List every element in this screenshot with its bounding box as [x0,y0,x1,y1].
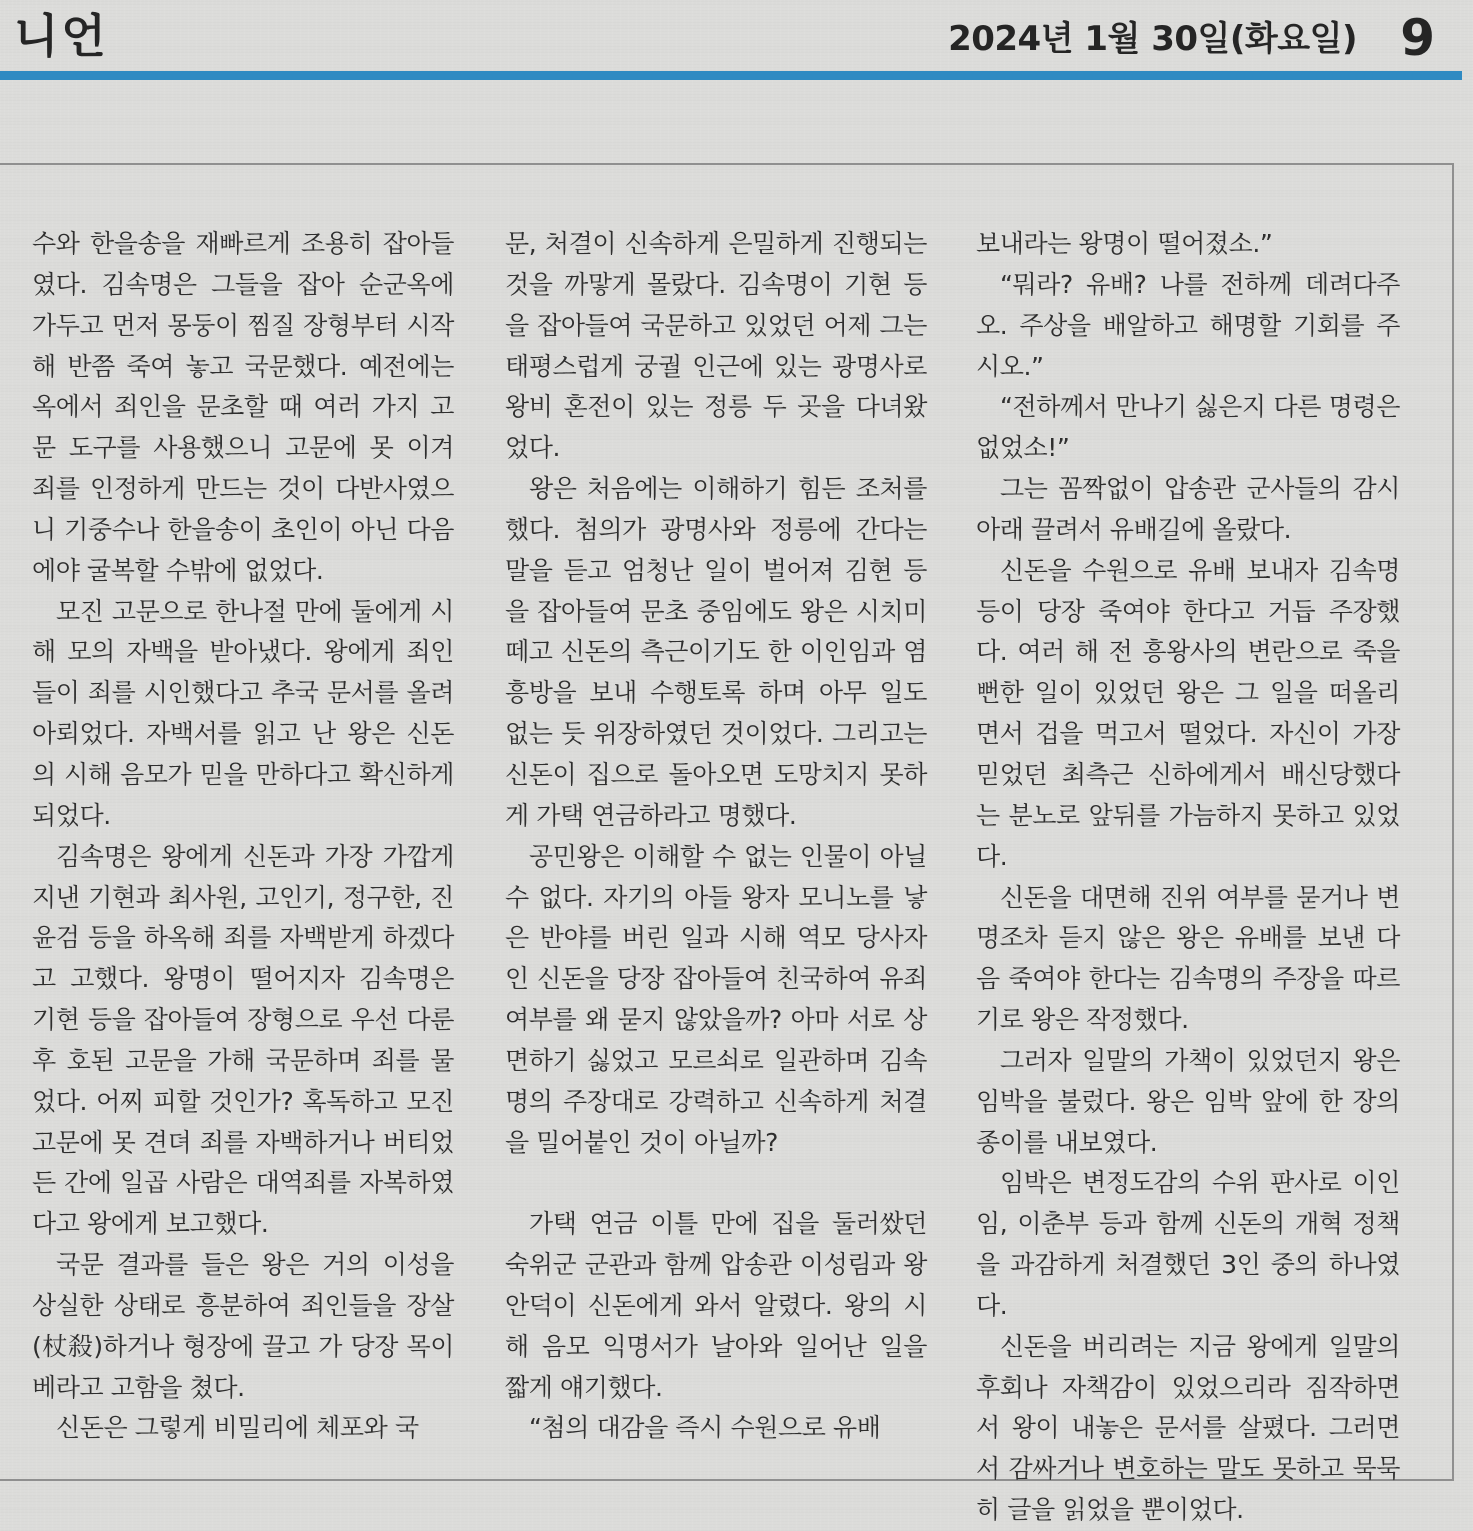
paragraph: 신돈을 버리려는 지금 왕에게 일말의 후회나 자책감이 있었으리라 짐작하면서 왕이 내놓은 문서를 살폈다. 그러면서 감싸거나 변호하는 말도 못하고 묵묵히 글을 읽었을 뿐이었다. [976,1331,1400,1525]
header-rule [0,71,1462,80]
paragraph: 김속명은 왕에게 신돈과 가장 가깝게 지낸 기현과 최사원, 고인기, 정구한, 진윤검 등을 하옥해 죄를 자백받게 하겠다고 고했다. 왕명이 떨어지자 김속명은 기현 등을 잡아들여 장형으로 우선 다룬 후 호된 고문을 가해 국문하며 죄를 물었다. 어찌 피할 것인가? 혹독하고 모진 고문에 못 견뎌 죄를 자백하거나 버티었든 간에 일곱 사람은 대역죄를 자복하였다고 왕에게 보고했다. [32,841,454,1239]
paragraph: 수와 한을송을 재빠르게 조용히 잡아들였다. 김속명은 그들을 잡아 순군옥에 가두고 먼저 몽둥이 찜질 장형부터 시작해 반쯤 죽여 놓고 국문했다. 예전에는 옥에서 죄인을 문초할 때 여러 가지 고문 도구를 사용했으니 고문에 못 이겨 죄를 인정하게 만드는 것이 다반사였으니 기중수나 한을송이 초인이 아닌 다음에야 굴복할 수밖에 없었다. [32,229,454,585]
paragraph: 가택 연금 이틀 만에 집을 둘러쌌던 숙위군 군관과 함께 압송관 이성림과 왕안덕이 신돈에게 와서 알렸다. 왕의 시해 음모 익명서가 날아와 일어난 일을 짧게 얘기했다. [505,1209,927,1402]
paragraph: 임박은 변정도감의 수위 판사로 이인임, 이춘부 등과 함께 신돈의 개혁 정책을 과감하게 처결했던 3인 중의 하나였다. [976,1168,1400,1320]
paragraph: 신돈은 그렇게 비밀리에 체포와 국 [56,1413,419,1443]
paragraph: “전하께서 만나기 싫은지 다른 명령은 없었소!” [976,392,1400,463]
paragraph: “첨의 대감을 즉시 수원으로 유배 [529,1413,881,1443]
paragraph: 그는 꼼짝없이 압송관 군사들의 감시 아래 끌려서 유배길에 올랐다. [976,474,1400,544]
paragraph: 보내라는 왕명이 떨어졌소.” [976,229,1273,258]
paragraph: 신돈을 대면해 진위 여부를 묻거나 변명조차 듣지 않은 왕은 유배를 보낸 다음 죽여야 한다는 김속명의 주장을 따르기로 왕은 작정했다. [976,882,1400,1035]
article-column-2 [505,224,927,1449]
paragraph: 공민왕은 이해할 수 없는 인물이 아닐 수 없다. 자기의 아들 왕자 모니노를 낳은 반야를 버린 일과 시해 역모 당사자인 신돈을 당장 잡아들여 친국하여 유죄 여부를 왜 묻지 않았을까? 아마 서로 상면하기 싫었고 모르쇠로 일관하며 김속명의 주장대로 강력하고 신속하게 처결을 밀어붙인 것이 아닐까? [505,841,927,1157]
paragraph: 모진 고문으로 한나절 만에 둘에게 시해 모의 자백을 받아냈다. 왕에게 죄인들이 죄를 시인했다고 추국 문서를 올려 아뢰었다. 자백서를 읽고 난 왕은 신돈의 시해 음모가 믿을 만하다고 확신하게 되었다. [32,596,454,830]
paragraph: 국문 결과를 들은 왕은 거의 이성을 상실한 상태로 흥분하여 죄인들을 장살(杖殺)하거나 형장에 끌고 가 당장 목이 베라고 고함을 쳤다. [32,1250,454,1402]
page-number: 9 [1400,9,1435,67]
paragraph: 문, 처결이 신속하게 은밀하게 진행되는 것을 까맣게 몰랐다. 김속명이 기현 등을 잡아들여 국문하고 있었던 어제 그는 태평스럽게 궁궐 인근에 있는 광명사로 왕비 혼전이 있는 정릉 두 곳을 다녀왔었다. [505,229,927,463]
article-column-3 [976,224,1400,1531]
issue-date: 2024년 1월 30일(화요일) [948,19,1357,59]
article-column-1 [32,224,454,1449]
paragraph: 왕은 처음에는 이해하기 힘든 조처를 했다. 첨의가 광명사와 정릉에 간다는 말을 듣고 엄청난 일이 벌어져 김현 등을 잡아들여 문초 중임에도 왕은 시치미떼고 신돈의 측근이기도 한 이인임과 염흥방을 보내 수행토록 하며 아무 일도 없는 듯 위장하였던 것이었다. 그리고는 신돈이 집으로 돌아오면 도망치지 못하게 가택 연금하라고 명했다. [505,474,927,830]
paragraph: 신돈을 수원으로 유배 보내자 김속명 등이 당장 죽여야 한다고 거듭 주장했다. 여러 해 전 흥왕사의 변란으로 죽을뻔한 일이 있었던 왕은 그 일을 떠올리면서 겁을 먹고서 떨었다. 자신이 가장 믿었던 최측근 신하에게서 배신당했다는 분노로 앞뒤를 가늠하지 못하고 있었다. [976,555,1400,871]
section-title: 니언 [14,9,109,63]
paragraph: “뭐라? 유배? 나를 전하께 데려다주오. 주상을 배알하고 해명할 기회를 주시오.” [976,269,1400,381]
paragraph: 그러자 일말의 가책이 있었던지 왕은 임박을 불렀다. 왕은 임박 앞에 한 장의 종이를 내보였다. [976,1045,1400,1157]
